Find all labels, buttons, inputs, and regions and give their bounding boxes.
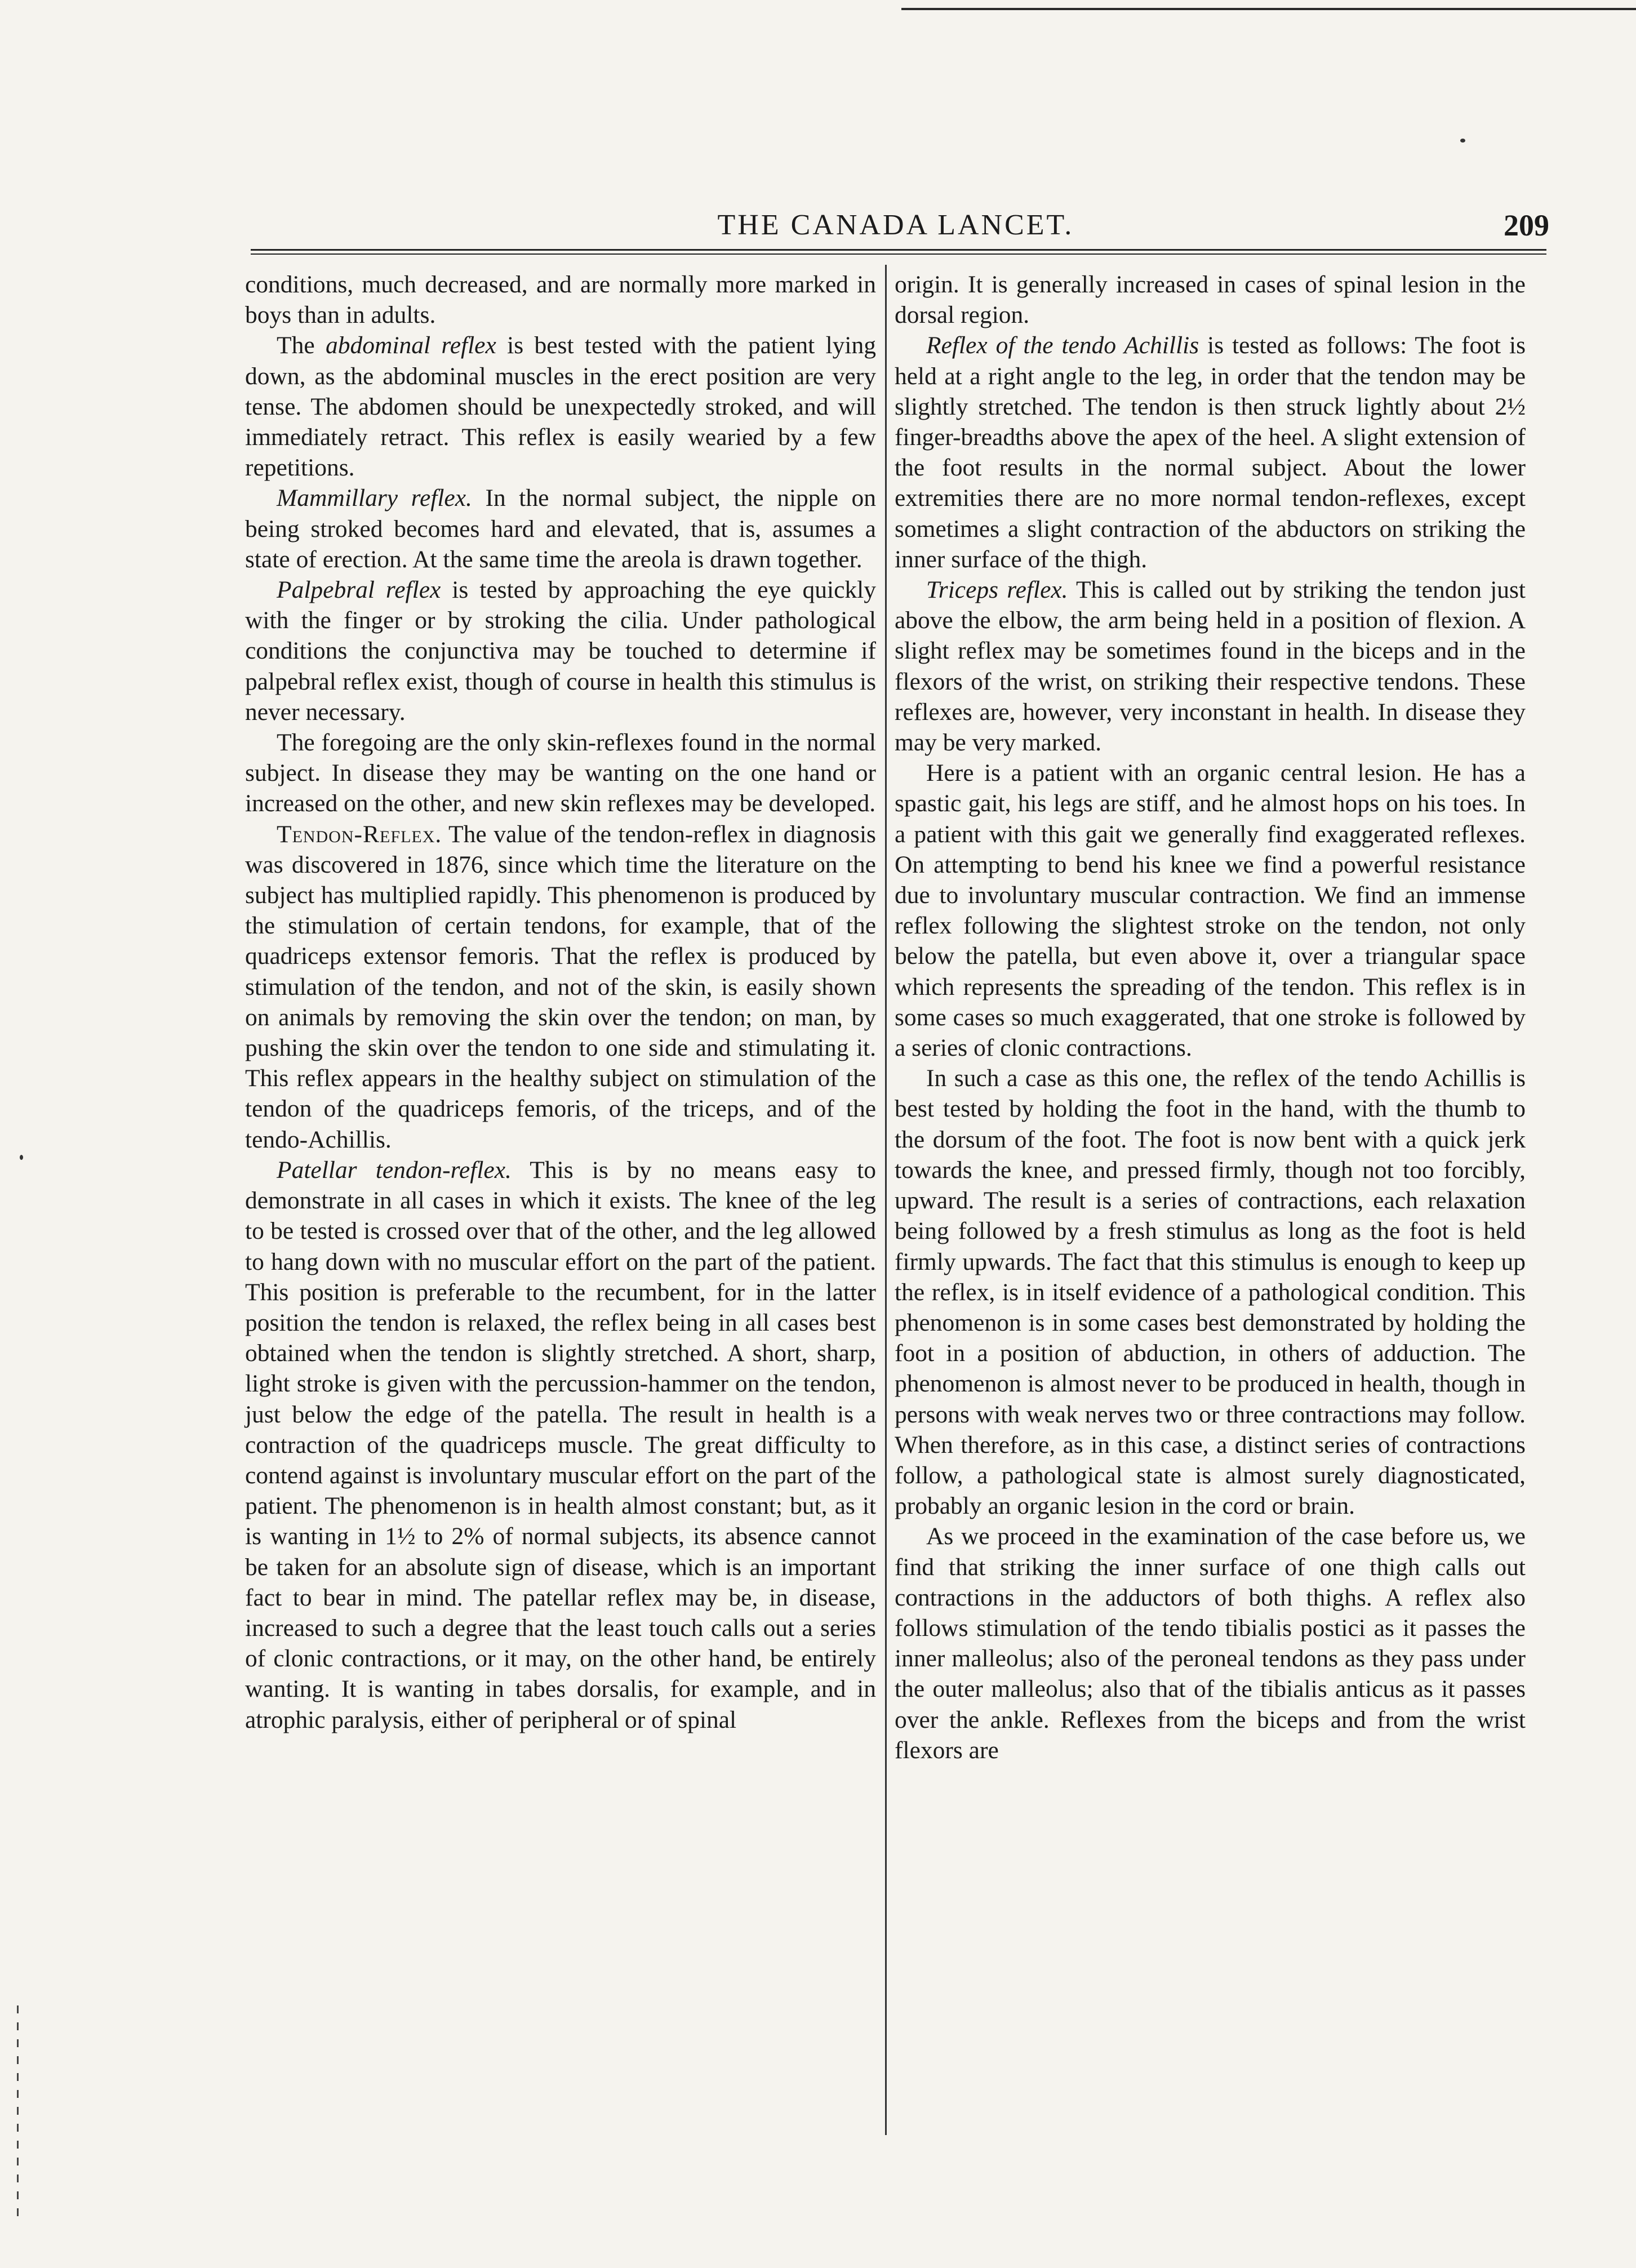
paragraph-text: As we proceed in the examination of the case before us, we find that striking the inner surface of one thigh calls out contractions in the adductors of both thighs. A reflex also follows stimulation of the tendo tibialis postici as it passes the inner malleolus; also of the peroneal tendons as they pass under the outer malleolus; also that of the tibialis anticus as it passes over the ankle. Reflexes from the biceps and from the wrist flexors are	[895, 1523, 1526, 1764]
paragraph	[895, 758, 1526, 1063]
paragraph-text: This is called out by striking the tendon just above the elbow, the arm being held in a position of flexion. A slight reflex may be sometimes found in the biceps and in the flexors of the wrist, on striking their respective tendons. These reflexes are, however, very inconstant in health. In disease they may be very marked.	[895, 576, 1526, 757]
paragraph-text: In the normal subject, the nipple on being stroked becomes hard and elevated, that is, assumes a state of erection. At the same time the areola is drawn together.	[245, 484, 876, 573]
paragraph	[245, 269, 876, 330]
lead-prefix: The	[277, 332, 326, 359]
margin-binding-marks	[16, 2005, 20, 2248]
paragraph	[245, 330, 876, 483]
paragraph	[245, 575, 876, 727]
section-heading: Tendon-Reflex.	[277, 820, 442, 848]
paragraph	[895, 1521, 1526, 1766]
paragraph-text: Here is a patient with an organic central lesion. He has a spastic gait, his legs are stiff, and he almost hops on his toes. In a patient with this gait we generally find exaggerated reflexes. On attempting to bend his knee we find a powerful resistance due to involuntary muscular contraction. We find an immense reflex following the slightest stroke on the tendon, not only below the patella, but even above it, over a triangular space which represents the spreading of the tendon. This reflex is in some cases so much exaggerated, that one stroke is followed by a series of clonic contractions.	[895, 759, 1526, 1062]
paragraph-text: origin. It is generally increased in cases of spinal lesion in the dorsal region.	[895, 271, 1526, 329]
paragraph-text: is best tested with the patient lying down, as the abdominal muscles in the erect position are very tense. The abdomen should be unexpectedly stroked, and will immediately retract. This reflex is easily wearied by a few repetitions.	[245, 332, 876, 482]
paragraph	[245, 819, 876, 1155]
left-column	[245, 269, 876, 1735]
paragraph	[245, 727, 876, 819]
paragraph	[895, 575, 1526, 758]
ink-speck	[20, 1155, 23, 1160]
running-header	[242, 206, 1549, 245]
page-number: 209	[1504, 208, 1549, 242]
paragraph	[895, 269, 1526, 330]
paragraph	[245, 1155, 876, 1735]
top-edge-rule	[901, 8, 1636, 10]
italic-lead-term: Mammillary reflex.	[277, 484, 472, 512]
paragraph	[895, 1063, 1526, 1521]
italic-lead-term: Palpebral reflex	[277, 576, 441, 604]
italic-lead-term: Triceps reflex.	[926, 576, 1068, 604]
italic-lead-term: abdominal reflex	[325, 332, 496, 359]
paragraph-text: is tested as follows: The foot is held at a right angle to the leg, in order that the tendon may be slightly stretched. The tendon is then struck lightly about 2½ finger-breadths above the apex of the heel. A slight extension of the foot results in the normal subject. About the lower extremities there are no more normal tendon-reflexes, except sometimes a slight contraction of the abductors on striking the inner surface of the thigh.	[895, 332, 1526, 573]
running-title: THE CANADA LANCET.	[717, 209, 1074, 241]
paragraph-text: In such a case as this one, the reflex of the tendo Achillis is best tested by holding the foot in the hand, with the thumb to the dorsum of the foot. The foot is now bent with a quick jerk towards the knee, and pressed firmly, though not too forcibly, upward. The result is a series of contractions, each relaxation being followed by a fresh stimulus as long as the foot is held firmly upwards. The fact that this stimulus is enough to keep up the reflex, is in itself evidence of a pathological condition. This phenomenon is in some cases best demonstrated by holding the foot in a position of abduction, in others of adduction. The phenomenon is almost never to be produced in health, though in persons with weak nerves two or three contractions may follow. When therefore, as in this case, a distinct series of contractions follow, a pathological state is almost surely diagnosticated, probably an organic lesion in the cord or brain.	[895, 1065, 1526, 1520]
paragraph-text: is tested by approaching the eye quickly with the finger or by stroking the cilia. Under pathological conditions the conjunctiva may be touched to determine if palpebral reflex exist, though of course in health this stimulus is never necessary.	[245, 576, 876, 726]
paragraph-text: The foregoing are the only skin-reflexes found in the normal subject. In disease they may be wanting on the one hand or increased on the other, and new skin reflexes may be developed.	[245, 729, 876, 817]
italic-lead-term: Patellar tendon-reflex.	[277, 1156, 512, 1184]
right-column	[895, 269, 1526, 1766]
paragraph	[245, 483, 876, 575]
paragraph-text: This is by no means easy to demonstrate in all cases in which it exists. The knee of the leg to be tested is crossed over that of the other, and the leg allowed to hang down with no muscular effort on the part of the patient. This position is preferable to the recumbent, for in the latter position the tendon is relaxed, the reflex being in all cases best obtained when the tendon is slightly stretched. A short, sharp, light stroke is given with the percussion-hammer on the tendon, just below the edge of the patella. The result in health is a contraction of the quadriceps muscle. The great difficulty to contend against is involuntary muscular effort on the part of the patient. The phenomenon is in health almost constant; but, as it is wanting in 1½ to 2% of normal subjects, its absence cannot be taken for an absolute sign of disease, which is an important fact to bear in mind. The patellar reflex may be, in disease, increased to such a degree that the least touch calls out a series of clonic contractions, or it may, on the other hand, be entirely wanting. It is wanting in tabes dorsalis, for example, and in atrophic paralysis, either of peripheral or of spinal	[245, 1156, 876, 1733]
italic-lead-term: Reflex of the tendo Achillis	[926, 332, 1199, 359]
header-rule-thin	[251, 254, 1546, 255]
ink-speck	[1460, 139, 1465, 143]
paragraph-text: conditions, much decreased, and are normally more marked in boys than in adults.	[245, 271, 876, 329]
column-divider	[885, 265, 887, 2135]
header-rule	[251, 249, 1546, 251]
paragraph	[895, 330, 1526, 575]
paragraph-text: The value of the tendon-reflex in diagnosis was discovered in 1876, since which time the literature on the subject has multiplied rapidly. This phenomenon is produced by the stimulation of certain tendons, for example, that of the quadriceps extensor femoris. That the reflex is produced by stimulation of the tendon, and not of the skin, is easily shown on animals by removing the skin over the tendon; on man, by pushing the skin over the tendon to one side and stimulating it. This reflex appears in the healthy subject on stimulation of the tendon of the quadriceps femoris, of the triceps, and of the tendo-Achillis.	[245, 820, 876, 1153]
